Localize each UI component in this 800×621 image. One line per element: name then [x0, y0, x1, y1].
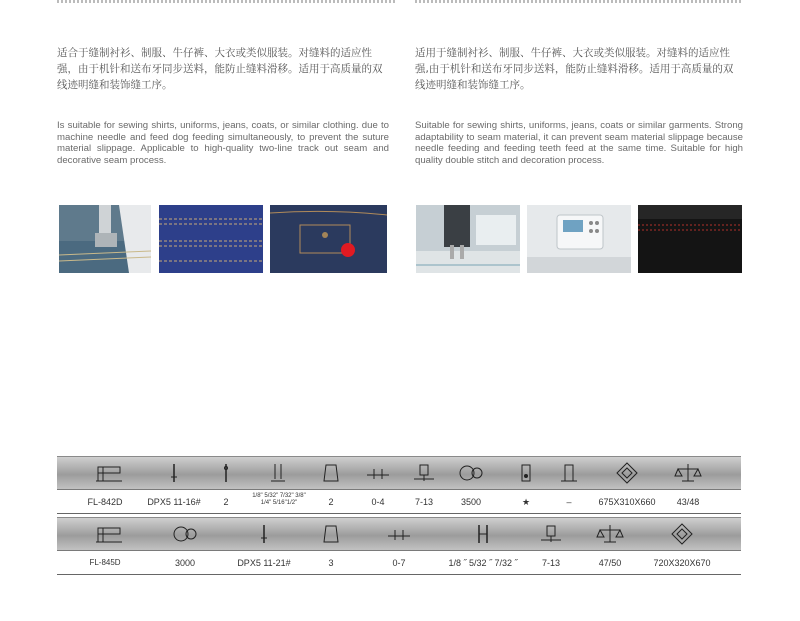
stitch-length-value: 0-4: [371, 497, 385, 507]
machine-icon: [95, 522, 123, 546]
gauge-line-2: 1/4" 5/16"1/2": [260, 500, 298, 506]
red-marker-dot: [341, 243, 355, 257]
bobbin-icon: [317, 522, 345, 546]
lubrication-icon: [512, 461, 540, 485]
presser-foot-closeup-photo: [59, 205, 151, 273]
dimensions-value: 720X320X670: [653, 558, 711, 568]
needle-gauge-icon: [264, 461, 292, 485]
speed-value: 3500: [460, 497, 482, 507]
presser-lift-value: 7-13: [414, 497, 434, 507]
left-chinese-text: 适合于缝制衬衫、制服、牛仔裤、大衣或类似服装。对缝料的适应性强，由于机针和送布牙同步送料，能防止缝料滑移。适用于高质量的双线迹明缝和装饰缝工序。: [57, 47, 383, 91]
gauge-h-icon: [469, 522, 497, 546]
needle-bar-closeup-photo: [416, 205, 520, 273]
needle-system-value: DPX5 11-21#: [237, 558, 291, 568]
dimensions-icon: [668, 522, 696, 546]
spec-icon-band-2: [57, 517, 741, 551]
top-divider-right: [415, 0, 743, 3]
model-fl-845d: FL-845D: [89, 558, 121, 567]
stitch-length-icon: [364, 461, 392, 485]
spec-values-row-1: [57, 491, 741, 514]
lubrication-value: ★: [521, 497, 531, 507]
dark-fabric-stitch-photo: [638, 205, 742, 273]
model-fl-842d: FL-842D: [87, 497, 123, 507]
presser-lift-value: 7-13: [541, 558, 561, 568]
weight-icon: [674, 461, 702, 485]
machine-icon: [95, 461, 123, 485]
dimensions-icon: [613, 461, 641, 485]
needle-count-value: 2: [223, 497, 229, 507]
needle-system-value: DPX5 11-16#: [147, 497, 201, 507]
auto-trimmer-value: –: [566, 497, 572, 507]
spec-icon-band-1: [57, 456, 741, 490]
right-chinese-text: 适用于缝制衬衫、制服、牛仔裤、大衣或类似服装。对缝料的适应性强,由于机针和送布牙同步送料，能防止缝料滑移。适用于高质量的双线迹明缝和装饰缝工序。: [415, 47, 734, 91]
denim-double-stitch-photo: [159, 205, 263, 273]
top-divider-left: [57, 0, 395, 3]
left-description: [57, 45, 389, 166]
bobbin-value: 3: [328, 558, 334, 568]
speed-icon: [457, 461, 485, 485]
gauge-line-1: 1/8" 5/32" 7/32" 3/8": [252, 493, 306, 499]
speed-icon: [171, 522, 199, 546]
stitch-length-value: 0-7: [392, 558, 406, 568]
needle-count-icon: [212, 461, 240, 485]
jeans-pocket-photo: [270, 205, 387, 273]
needle-gauge-value: 1/8 ˝ 5/32 ˝ 7/32 ˝: [448, 558, 518, 568]
left-english-text: Is suitable for sewing shirts, uniforms, jeans, coats, or similar clothing. due to machine needle and feed dog feeding simultaneously, to prevent the suture material slippage. Applicable to high-quality two-line track out seam and decorative seam process.: [57, 120, 389, 166]
needle-system-icon: [160, 461, 188, 485]
presser-lift-icon: [410, 461, 438, 485]
needle-gauge-value: [252, 493, 306, 507]
weight-value: 47/50: [598, 558, 622, 568]
spec-values-row-2: [57, 552, 741, 575]
stitch-length-icon: [385, 522, 413, 546]
dimensions-value: 675X310X660: [598, 497, 656, 507]
right-english-text: Suitable for sewing shirts, uniforms, jeans, coats or similar garments. Strong adaptability to seam material, it can prevent seam material slippage because needle feeding and feeding teeth feed at the same time. Suitable for high quality double stitch and decoration process.: [415, 120, 743, 166]
bobbin-value: 2: [328, 497, 334, 507]
right-description: [415, 45, 743, 166]
speed-value: 3000: [174, 558, 196, 568]
needle-system-icon: [250, 522, 278, 546]
control-panel-photo: [527, 205, 631, 273]
weight-value: 43/48: [676, 497, 700, 507]
auto-trimmer-icon: [555, 461, 583, 485]
presser-lift-icon: [537, 522, 565, 546]
bobbin-icon: [317, 461, 345, 485]
weight-icon: [596, 522, 624, 546]
